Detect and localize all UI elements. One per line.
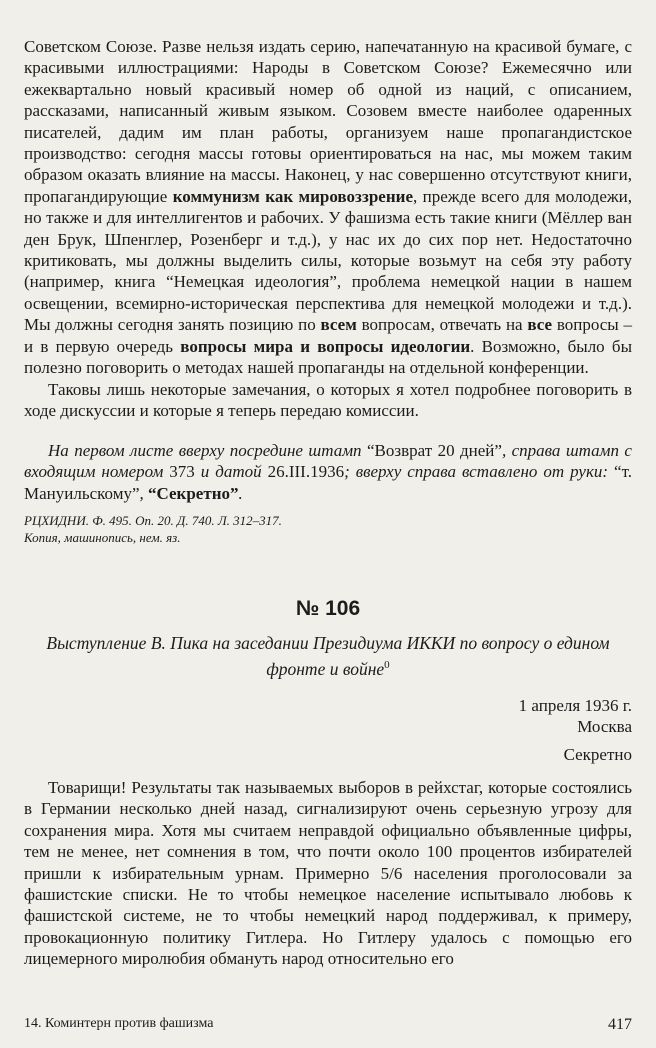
handwritten-addressee: “т. Мануильскому” [24, 462, 632, 503]
document-title [24, 632, 632, 680]
text-run: вопросам, отвечать на [356, 315, 528, 335]
archival-text: . [238, 483, 243, 503]
incoming-number: 373 [169, 462, 195, 482]
paragraph-closing-remarks: Таковы лишь некоторые замечания, о которых я хотел подробнее поговорить в ходе дискуссии и которые я теперь передаю комиссии. [24, 379, 632, 420]
footnote-marker: 0 [384, 659, 390, 671]
bold-phrase: коммунизм как мировоззрение [172, 186, 413, 206]
speech-block [24, 777, 632, 970]
signature-mark: 14. Коминтерн против фашизма [24, 1016, 214, 1031]
archival-text: и датой [194, 462, 268, 482]
archival-text: , справа штамп с входящим номером [24, 441, 632, 482]
stamp-date: 26.III.1936 [267, 462, 345, 482]
source-reference: РЦХИДНИ. Ф. 495. Оп. 20. Д. 740. Л. 312–317. [24, 513, 282, 528]
paragraph-continued [24, 36, 632, 379]
page-number: 417 [608, 1016, 632, 1033]
document-place: Москва [577, 717, 632, 736]
archival-text: , [139, 483, 149, 503]
bold-phrase: вопросы мира и вопросы идеологии [180, 336, 471, 356]
archival-text: ; вверху справа вставлено от руки: [344, 462, 615, 482]
archival-text: На первом листе вверху посредине штамп [48, 441, 367, 460]
source-copy-note: Копия, машинопись, нем. яз. [24, 530, 181, 545]
text-run: Советском Союзе. Разве нельзя издать серию, напечатанную на красивой бумаге, с красивыми иллюстрациями: Народы в Советском Союзе? Ежемесячно или ежеквартально новый красивый номер об одной из наций, с описанием, рассказами, написанный живым языком. Созовем вместе наиболее одаренных писателей, дадим им план работы, организуем наше пропагандистское производство: сегодня массы готовы ориентироваться на нас, мы можем таким образом оказать влияние на массы. Наконец, у нас совершенно отсутствуют книги, пропагандирующие [24, 37, 632, 206]
document-classification: Секретно [563, 745, 632, 764]
secret-mark: “Секретно” [148, 483, 239, 503]
text-run: вопросы – и в первую очередь [24, 315, 633, 356]
page-footer [24, 1016, 632, 1032]
text-run: , прежде всего для молодежи, но также и для интеллигентов и рабочих. У фашизма есть такие книги (Мёллер ван ден Брук, Шпенглер, Розенберг и т.д.), у нас их до сих пор нет. Недостаточно критиковать, мы должны выделить силы, которые возьмут на себя эту работу (например, книга “Немецкая идеология”, проблема немецкой нации в нашем освещении, всемирно-историческая перспектива для немецкой молодежи и т.д.). Мы должны сегодня занять позицию по [24, 186, 632, 335]
continued-paragraph-block [24, 36, 632, 421]
document-title-text: Выступление В. Пика на заседании Президиума ИККИ по вопросу о едином фронте и войне [46, 633, 610, 679]
document-number: № 106 [295, 597, 361, 620]
speech-paragraph: Товарищи! Результаты так называемых выборов в рейхстаг, которые состоялись в Германии несколько дней назад, сигнализируют очень серьезную угрозу для сохранения мира. Хотя мы считаем неправдой официально объявленные цифры, тем не менее, нет сомнения в том, что почти около 100 процентов избирателей пришли к избирательным урнам. Примерно 5/6 населения проголосовали за фашистские списки. Не то чтобы немецкое население испытывало любовь к фашистской системе, не то чтобы немецкий народ поддерживал, к примеру, провокационную политику Гитлера. Но Гитлеру удалось с помощью его лицемерного миролюбия обмануть народ относительно его [24, 778, 632, 969]
bold-word: всем [320, 315, 357, 335]
stamp-text: “Возврат 20 дней” [366, 441, 502, 460]
archival-note [24, 440, 632, 504]
text-run: . Возможно, было бы полезно поговорить о методах нашей пропаганды на отдельной конференции. [24, 336, 632, 378]
document-date: 1 апреля 1936 г. [518, 696, 632, 715]
bold-word: все [527, 315, 553, 335]
archive-source [24, 512, 632, 546]
